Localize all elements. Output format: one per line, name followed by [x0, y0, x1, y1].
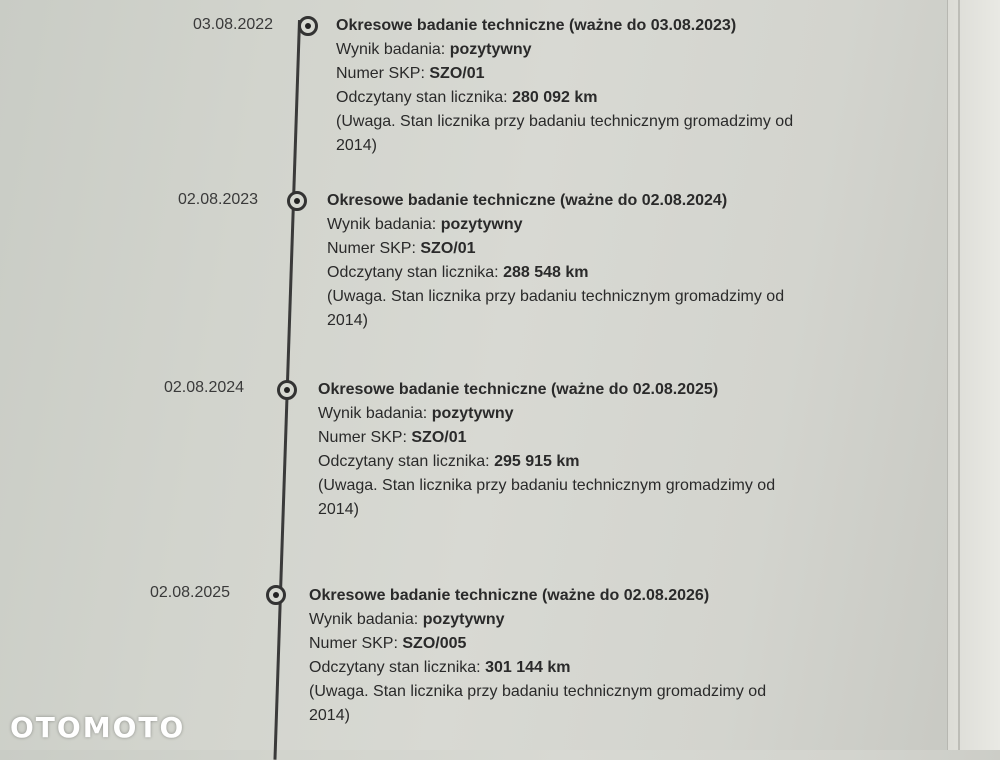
result-value: pozytywny: [422, 611, 505, 628]
skp-row: [318, 426, 838, 450]
entry-details: [327, 189, 847, 333]
skp-value: SZO/005: [402, 635, 467, 652]
result-label: Wynik badania:: [327, 216, 437, 233]
odometer-row: [309, 656, 829, 680]
note-line: 2014): [318, 501, 359, 518]
skp-label: Numer SKP:: [309, 635, 398, 652]
entry-details: [309, 584, 829, 728]
result-label: Wynik badania:: [318, 405, 428, 422]
skp-value: SZO/01: [420, 240, 476, 257]
timeline-marker-icon: [298, 16, 318, 36]
skp-value: SZO/01: [411, 429, 467, 446]
odometer-label: Odczytany stan licznika:: [309, 659, 481, 676]
entry-date: 03.08.2022: [193, 16, 274, 33]
result-value: pozytywny: [431, 405, 514, 422]
skp-value: SZO/01: [429, 65, 485, 82]
note-line: 2014): [309, 707, 350, 724]
note-line: (Uwaga. Stan licznika przy badaniu technicznym gromadzimy od: [318, 477, 776, 494]
odometer-label: Odczytany stan licznika:: [318, 453, 490, 470]
entry-date: 02.08.2024: [164, 379, 245, 396]
timeline-marker-icon: [277, 380, 297, 400]
entry-title: Okresowe badanie techniczne (ważne do 02.08.2024): [327, 192, 728, 209]
odometer-value: 295 915 km: [494, 453, 580, 470]
odometer-row: [318, 450, 838, 474]
entry-title: Okresowe badanie techniczne (ważne do 02.08.2026): [309, 587, 710, 604]
timeline-marker-icon: [266, 585, 286, 605]
result-row: [309, 608, 829, 632]
skp-row: [327, 237, 847, 261]
result-row: [318, 402, 838, 426]
otomoto-watermark-logo: OTOMOTO: [10, 711, 186, 744]
note-line: (Uwaga. Stan licznika przy badaniu technicznym gromadzimy od: [336, 113, 794, 130]
entry-date: 02.08.2025: [150, 584, 231, 601]
odometer-value: 301 144 km: [485, 659, 571, 676]
entry-details: [318, 378, 838, 522]
result-value: pozytywny: [449, 41, 532, 58]
odometer-value: 280 092 km: [512, 89, 598, 106]
page-edge: [947, 0, 1000, 750]
skp-row: [336, 62, 856, 86]
skp-row: [309, 632, 829, 656]
note-line: 2014): [327, 312, 368, 329]
skp-label: Numer SKP:: [318, 429, 407, 446]
odometer-label: Odczytany stan licznika:: [327, 264, 499, 281]
result-label: Wynik badania:: [309, 611, 419, 628]
result-label: Wynik badania:: [336, 41, 446, 58]
note-line: (Uwaga. Stan licznika przy badaniu technicznym gromadzimy od: [327, 288, 785, 305]
result-row: [327, 213, 847, 237]
odometer-row: [327, 261, 847, 285]
entry-details: [336, 14, 856, 158]
entry-title: Okresowe badanie techniczne (ważne do 03.08.2023): [336, 17, 737, 34]
entry-date: 02.08.2023: [178, 191, 259, 208]
odometer-value: 288 548 km: [503, 264, 589, 281]
skp-label: Numer SKP:: [336, 65, 425, 82]
entry-title: Okresowe badanie techniczne (ważne do 02.08.2025): [318, 381, 719, 398]
note-line: 2014): [336, 137, 377, 154]
result-row: [336, 38, 856, 62]
odometer-row: [336, 86, 856, 110]
timeline-marker-icon: [287, 191, 307, 211]
note-line: (Uwaga. Stan licznika przy badaniu technicznym gromadzimy od: [309, 683, 767, 700]
result-value: pozytywny: [440, 216, 523, 233]
odometer-label: Odczytany stan licznika:: [336, 89, 508, 106]
skp-label: Numer SKP:: [327, 240, 416, 257]
